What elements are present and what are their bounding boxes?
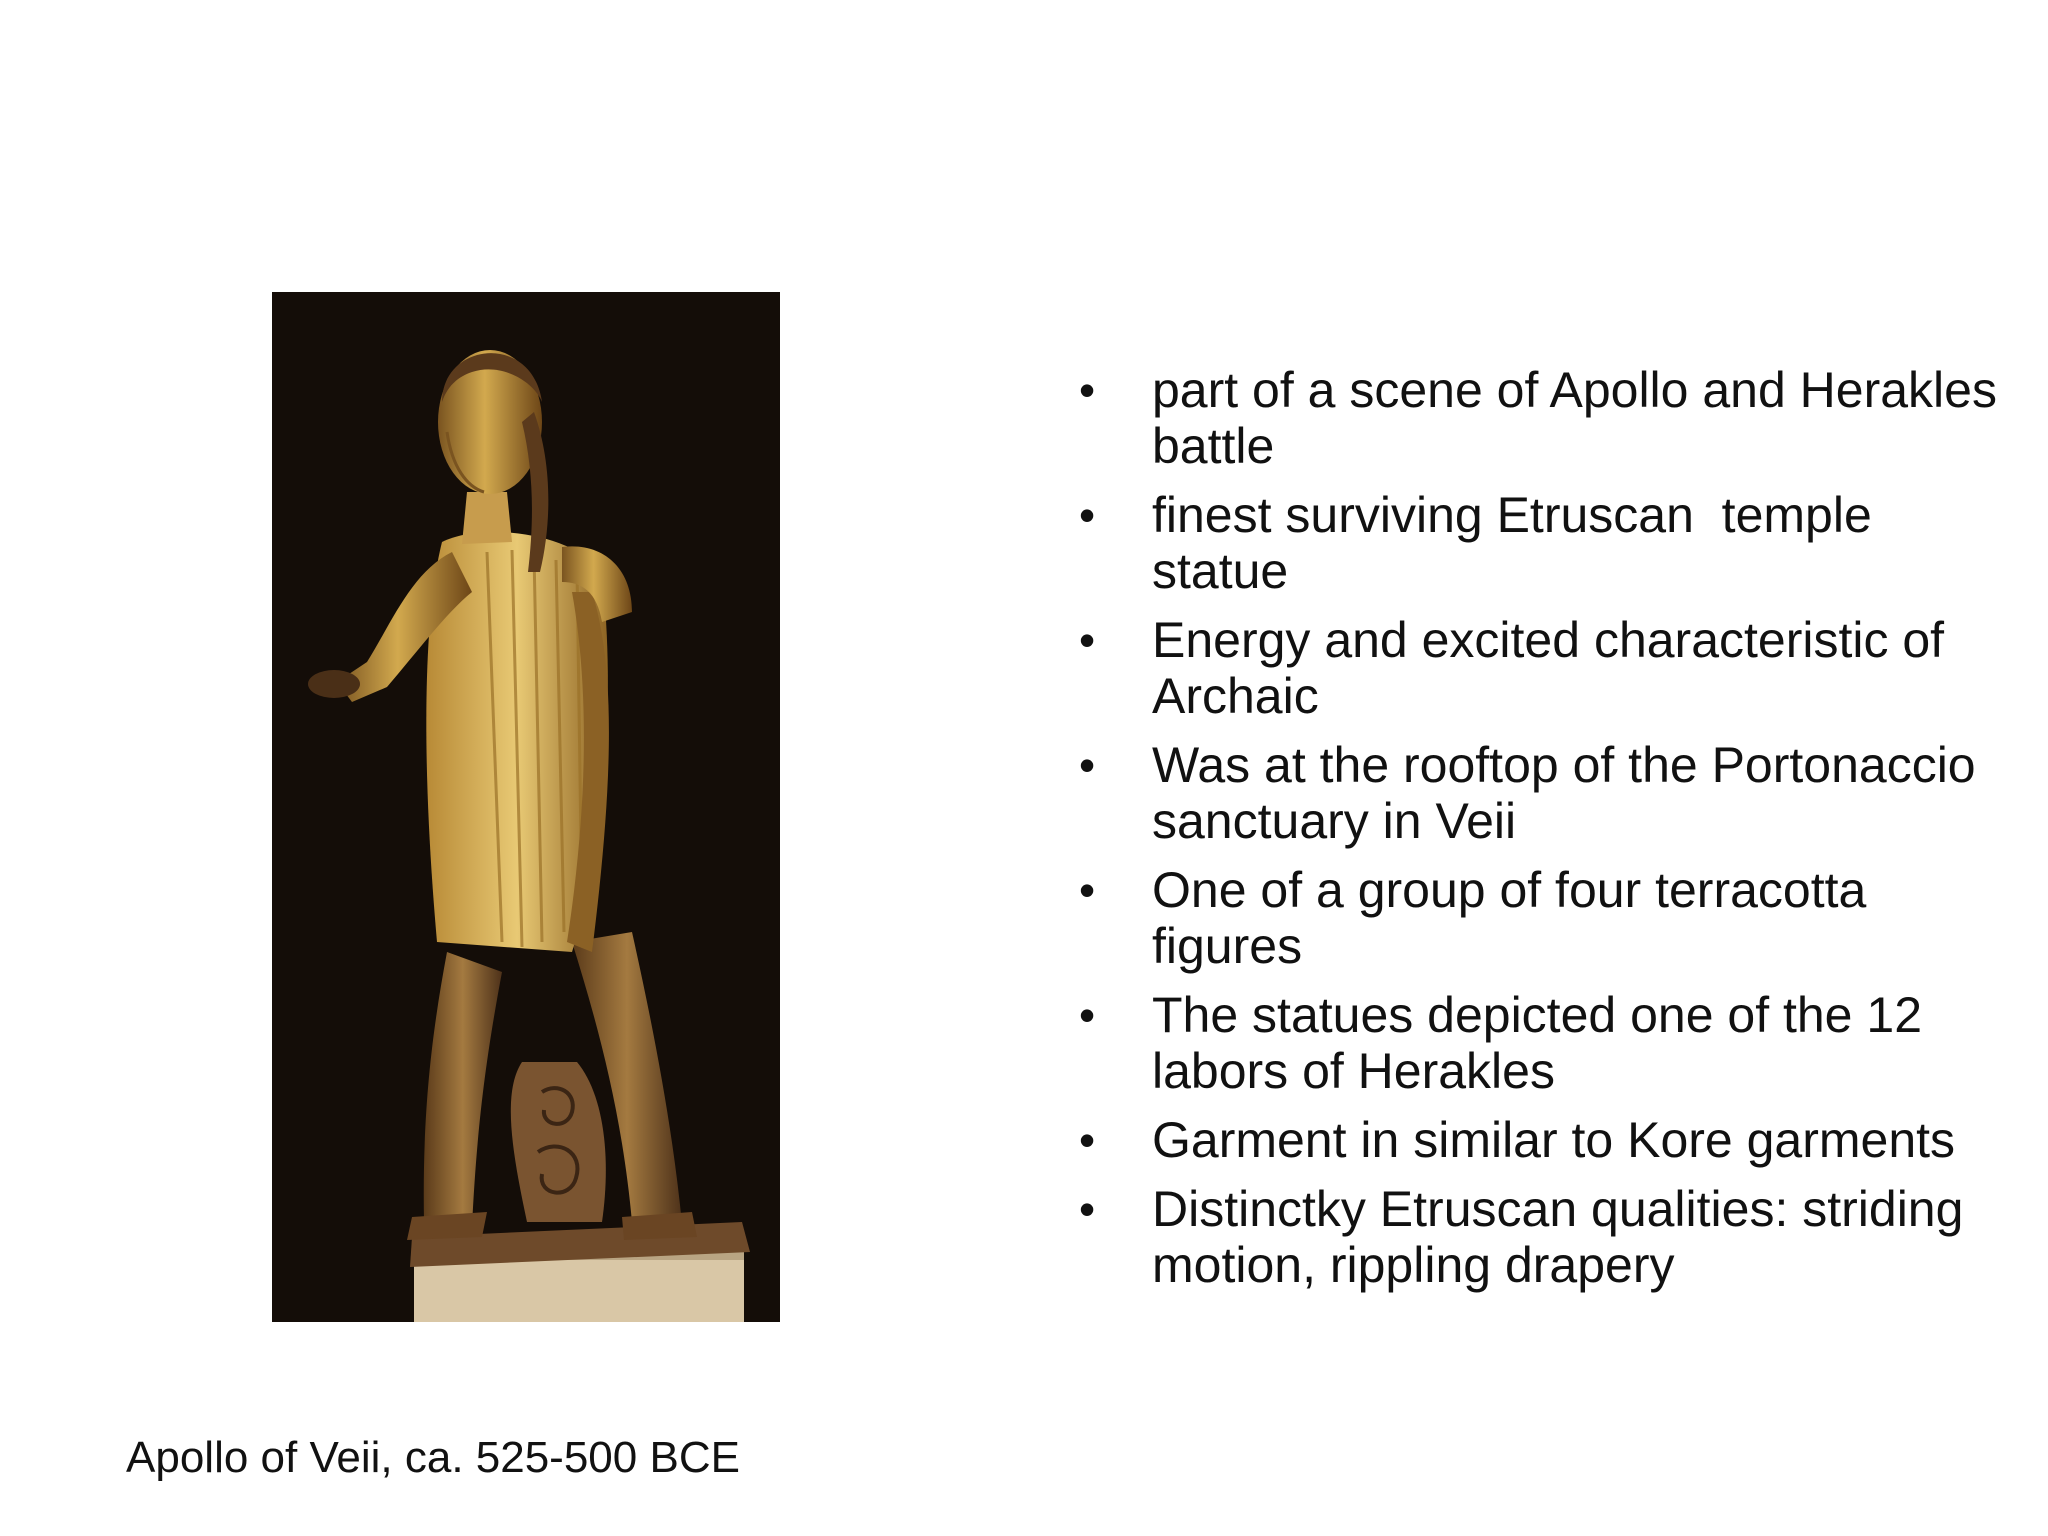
bullet-list bbox=[1070, 362, 2010, 1306]
image-caption: Apollo of Veii, ca. 525-500 BCE bbox=[126, 1433, 740, 1482]
photo-lower-margin bbox=[272, 1322, 780, 1536]
bullet-item bbox=[1070, 1112, 2010, 1168]
bullet-item bbox=[1070, 487, 2010, 599]
bullet-dot-icon: • bbox=[1078, 989, 1096, 1041]
bullet-dot-icon: • bbox=[1078, 489, 1096, 541]
statue-photo bbox=[272, 292, 780, 1322]
bullet-text: Garment in similar to Kore garments bbox=[1152, 1112, 1956, 1168]
bullet-text: Was at the rooftop of the Portonaccio sanctuary in Veii bbox=[1152, 737, 1976, 849]
bullet-text: finest surviving Etruscan temple statue bbox=[1152, 487, 1886, 599]
bullet-text: One of a group of four terracotta figures bbox=[1152, 862, 1867, 974]
bullet-text: part of a scene of Apollo and Herakles battle bbox=[1152, 362, 1997, 474]
bullet-text: The statues depicted one of the 12 labors of Herakles bbox=[1152, 987, 1922, 1099]
bullet-dot-icon: • bbox=[1078, 614, 1096, 666]
bullet-dot-icon: • bbox=[1078, 364, 1096, 416]
bullet-dot-icon: • bbox=[1078, 864, 1096, 916]
bullet-item bbox=[1070, 987, 2010, 1099]
bullet-item bbox=[1070, 612, 2010, 724]
apollo-statue-image bbox=[272, 292, 780, 1322]
bullet-dot-icon: • bbox=[1078, 739, 1096, 791]
bullet-dot-icon: • bbox=[1078, 1183, 1096, 1235]
bullet-dot-icon: • bbox=[1078, 1114, 1096, 1166]
bullet-item bbox=[1070, 862, 2010, 974]
bullet-item bbox=[1070, 1181, 2010, 1293]
bullet-text: Distinctky Etruscan qualities: striding motion, rippling drapery bbox=[1152, 1181, 1964, 1293]
bullet-text: Energy and excited characteristic of Archaic bbox=[1152, 612, 1945, 724]
bullet-item bbox=[1070, 737, 2010, 849]
bullet-item bbox=[1070, 362, 2010, 474]
